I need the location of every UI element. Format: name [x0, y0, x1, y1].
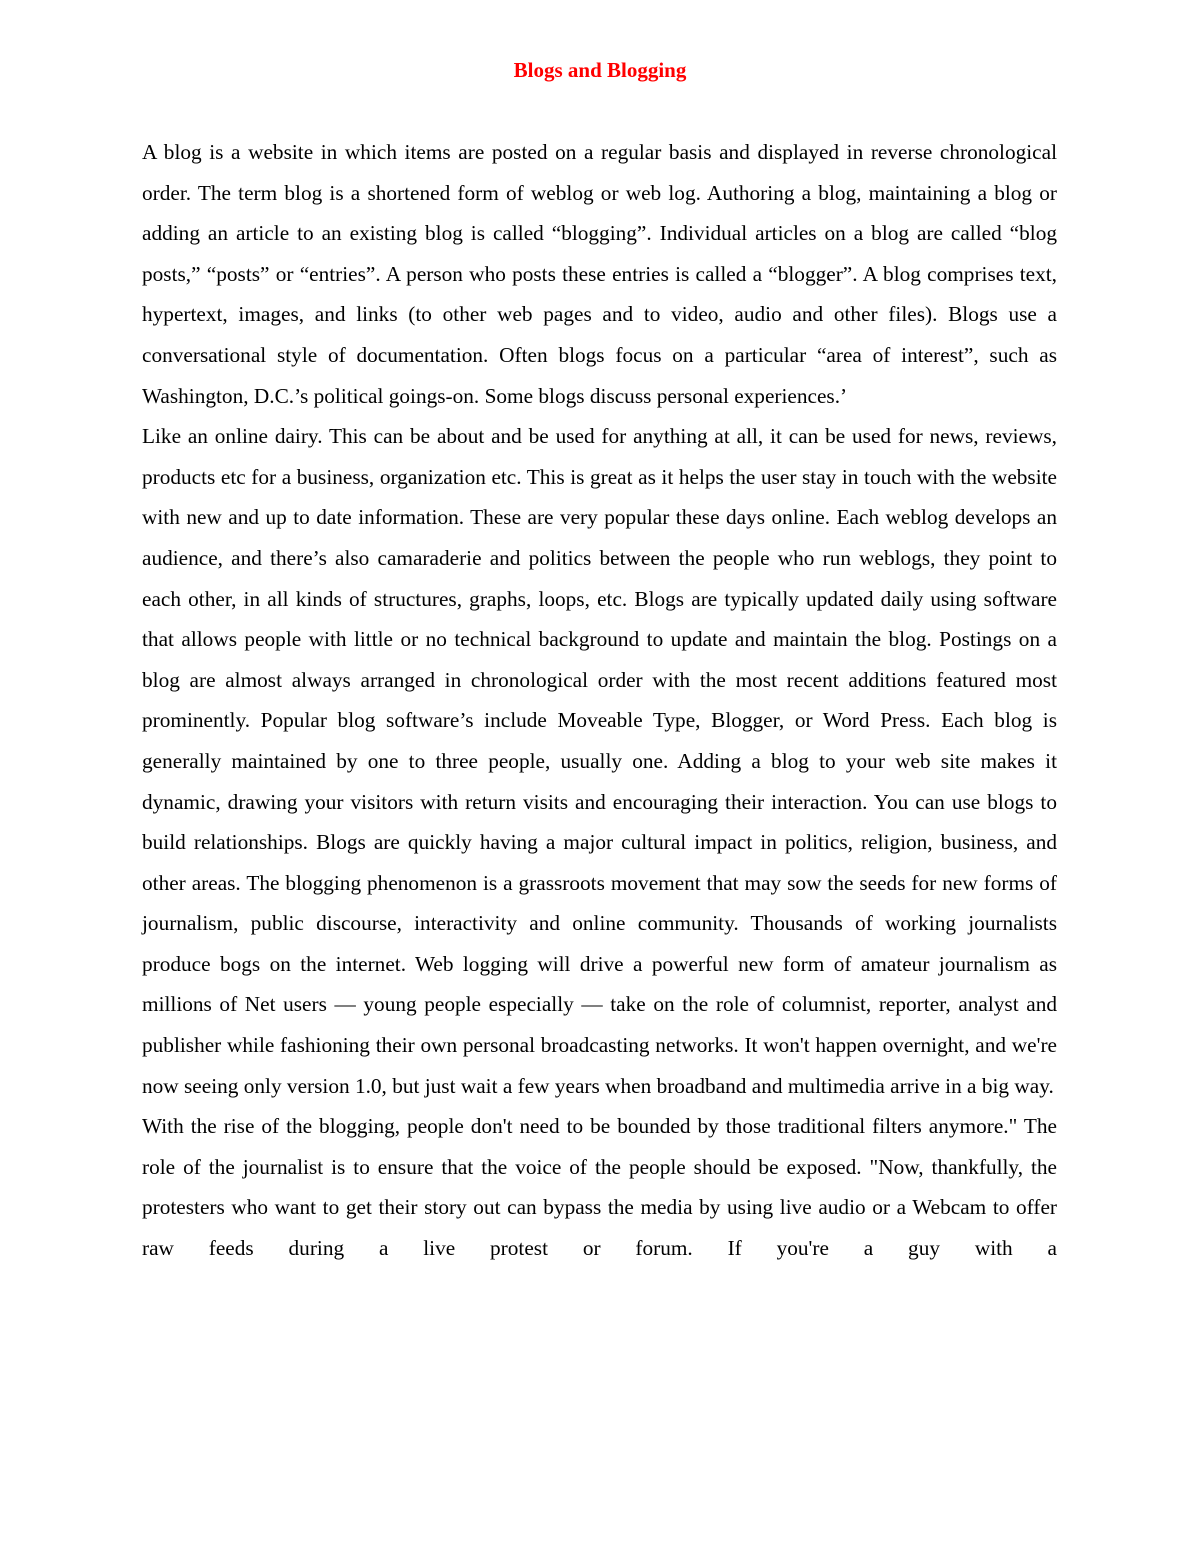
- paragraph-blog-definition: A blog is a website in which items are posted on a regular basis and displayed in reverse chronological order. The term blog is a shortened form of weblog or web log. Authoring a blog, maintaining a blog or adding an article to an existing blog is called “blogging”. Individual articles on a blog are called “blog posts,” “posts” or “entries”. A person who posts these entries is called a “blogger”. A blog comprises text, hypertext, images, and links (to other web pages and to video, audio and other files). Blogs use a conversational style of documentation. Often blogs focus on a particular “area of interest”, such as Washington, D.C.’s political goings-on. Some blogs discuss personal experiences.’: [142, 140, 1057, 408]
- paragraph-rise-of-blogging: With the rise of the blogging, people don't need to be bounded by those traditional filters anymore." The role of the journalist is to ensure that the voice of the people should be exposed. "Now, thankfully, the protesters who want to get their story out can bypass the media by using live audio or a Webcam to offer raw feeds during a live protest or forum. If you're a guy with a: [142, 1114, 1057, 1261]
- document-title: Blogs and Blogging: [513, 58, 687, 82]
- document-body: [142, 132, 1057, 1269]
- paragraph-blog-uses: Like an online dairy. This can be about and be used for anything at all, it can be used for news, reviews, products etc for a business, organization etc. This is great as it helps the user stay in touch with the website with new and up to date information. These are very popular these days online. Each weblog develops an audience, and there’s also camaraderie and politics between the people who run weblogs, they point to each other, in all kinds of structures, graphs, loops, etc. Blogs are typically updated daily using software that allows people with little or no technical background to update and maintain the blog. Postings on a blog are almost always arranged in chronological order with the most recent additions featured most prominently. Popular blog software’s include Moveable Type, Blogger, or Word Press. Each blog is generally maintained by one to three people, usually one. Adding a blog to your web site makes it dynamic, drawing your visitors with return visits and encouraging their interaction. You can use blogs to build relationships. Blogs are quickly having a major cultural impact in politics, religion, business, and other areas. The blogging phenomenon is a grassroots movement that may sow the seeds for new forms of journalism, public discourse, interactivity and online community. Thousands of working journalists produce bogs on the internet. Web logging will drive a powerful new form of amateur journalism as millions of Net users — young people especially — take on the role of columnist, reporter, analyst and publisher while fashioning their own personal broadcasting networks. It won't happen overnight, and we're now seeing only version 1.0, but just wait a few years when broadband and multimedia arrive in a big way.: [142, 424, 1057, 1098]
